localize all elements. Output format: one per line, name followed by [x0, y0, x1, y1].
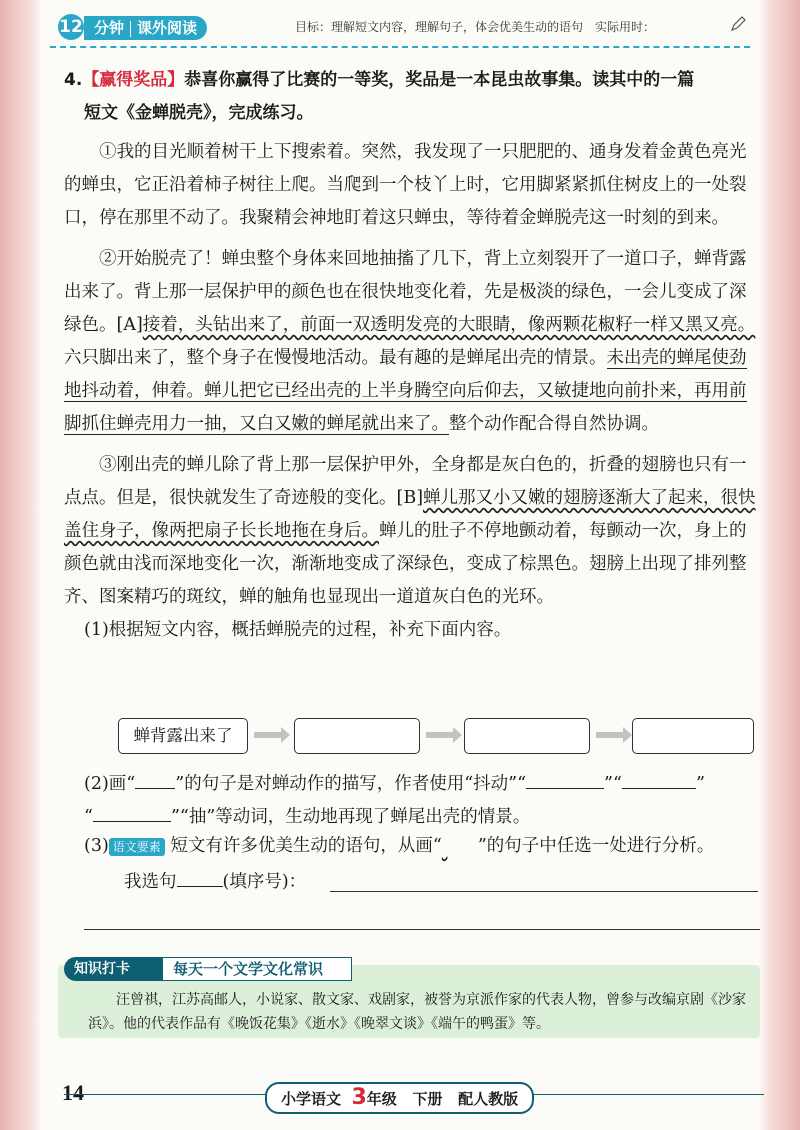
p2-text-a: ②开始脱壳了！蝉虫整个身体来回地抽搐了几下，背上立刻裂开了一道口子，蝉背露出来了。背上那一层保护甲的颜色也在很快地变化着，先是极淡的绿色，一会儿变成了深绿色。 — [64, 249, 747, 335]
header-divider — [50, 46, 750, 48]
q1-prompt: (1)根据短文内容，概括蝉脱壳的过程，补充下面内容。 — [84, 620, 512, 640]
q3-block — [84, 830, 764, 863]
goal-text: 目标：理解短文内容，理解句子，体会优美生动的语句 实际用时： — [295, 20, 656, 34]
flow-arrow-1 — [254, 732, 282, 738]
p2-text-c: 整个动作配合得自然协调。 — [449, 414, 659, 434]
grade-number: 3 — [351, 1085, 367, 1110]
q2-text-6: ”“抽”等动词，生动地再现了蝉尾出壳的情景。 — [170, 807, 531, 827]
edition-label: 配人教版 — [458, 1090, 519, 1108]
p3-wavy-sentence: 蝉儿那又小又嫩的翅膀逐渐大了起来，很快盖住身子，像两把扇子长长地拖在身后。 — [64, 488, 756, 541]
knowledge-title: 知识打卡 — [64, 957, 169, 981]
q2-text-5: “ — [84, 807, 93, 827]
answer-line-2[interactable] — [84, 929, 760, 930]
p2-underlined-sentence: 未出壳的蝉尾使劲地抖动着，伸着。蝉儿把它已经出壳的上半身腾空向后仰去，又敏捷地向前扑来，再用前脚抓住蝉壳用力一抽，又白又嫩的蝉尾就出来了。 — [64, 348, 747, 434]
answer-line-1[interactable] — [330, 891, 758, 892]
question-intro-2: 短文《金蝉脱壳》，完成练习。 — [84, 103, 314, 123]
q3-wavy-mark — [442, 830, 478, 863]
right-page-edge — [758, 0, 800, 1130]
flow-arrow-3 — [596, 732, 624, 738]
question-intro-1: 恭喜你赢得了比赛的一等奖，奖品是一本昆虫故事集。读其中的一篇 — [184, 70, 695, 90]
q2-verb-blank-3[interactable] — [93, 803, 171, 822]
question-title — [64, 64, 760, 130]
question-tag: 【赢得奖品】 — [82, 70, 185, 90]
process-flow — [118, 718, 758, 758]
flow-box-2[interactable] — [294, 718, 420, 754]
choose-label: 我选句 — [124, 872, 177, 892]
q3-badge: 语文要素 — [109, 838, 165, 856]
left-page-edge — [0, 0, 42, 1130]
page-header — [50, 12, 760, 48]
choose-hint: (填序号)： — [222, 872, 307, 892]
marker-a: [A] — [116, 315, 143, 335]
minutes-badge: 12 — [58, 14, 84, 40]
q2-text-2: ”的句子是对蝉动作的描写，作者使用“抖动”“ — [175, 774, 527, 794]
term-label: 下册 — [412, 1090, 443, 1108]
book-info — [265, 1082, 534, 1114]
q2-text-4: ” — [695, 774, 705, 794]
grade-suffix: 年级 — [366, 1090, 397, 1108]
minutes-label: 分钟 — [94, 19, 125, 37]
marker-b: [B] — [396, 488, 424, 508]
passage-paragraph-2 — [64, 243, 760, 441]
knowledge-subtitle: 每天一个文学文化常识 — [162, 957, 352, 981]
section-label: 课外阅读 — [137, 19, 198, 37]
choose-number-blank[interactable] — [177, 868, 223, 887]
passage-paragraph-1: ①我的目光顺着树干上下搜索着。突然，我发现了一只肥肥的、通身发着金黄色亮光的蝉虫，它正沿着柿子树往上爬。当爬到一个枝丫上时，它用脚紧紧抓住树皮上的一处裂口，停在那里不动了。我聚精会神地盯着这只蝉虫，等待着金蝉脱壳这一时刻的到来。 — [64, 142, 747, 228]
flow-arrow-2 — [426, 732, 454, 738]
p3-text-b: 蝉儿的肚子不停地颤动着，每颤动一次，身上的颜色就由浅而深地变化一次，渐渐地变成了深绿色，变成了棕黑色。翅膀上出现了排列整齐、图案精巧的斑纹，蝉的触角也显现出一道道灰白色的光环。 — [64, 521, 747, 607]
passage-paragraph-3 — [64, 449, 760, 614]
q2-mark-blank — [135, 770, 175, 789]
flow-box-1: 蝉背露出来了 — [118, 718, 248, 754]
page-number: 14 — [62, 1080, 84, 1105]
q2-text-3: ”“ — [604, 774, 622, 794]
p2-text-b: 六只脚出来了，整个身子在慢慢地活动。最有趣的是蝉尾出壳的情景。 — [64, 348, 607, 368]
q2-verb-blank-1[interactable] — [526, 770, 604, 789]
knowledge-text: 汪曾祺，江苏高邮人，小说家、散文家、戏剧家，被誉为京派作家的代表人物，曾参与改编京剧《沙家浜》。他的代表作品有《晚饭花集》《逝水》《晚翠文谈》《端午的鸭蛋》等。 — [88, 992, 746, 1032]
q2-block — [84, 768, 764, 834]
p2-wavy-sentence: 接着，头钻出来了，前面一双透明发亮的大眼睛，像两颗花椒籽一样又黑又亮。 — [142, 315, 756, 335]
pencil-icon — [730, 16, 746, 32]
question-content — [64, 64, 760, 647]
question-number: 4. — [64, 70, 83, 90]
subject-label: 小学语文 — [281, 1090, 342, 1108]
q3-number: (3) — [84, 836, 109, 856]
q3-choose-row — [124, 866, 306, 899]
q3-text-1: 短文有许多优美生动的语句，从画“ — [170, 836, 442, 856]
flow-box-4[interactable] — [632, 718, 754, 754]
p3-text-a: ③刚出壳的蝉儿除了背上那一层保护甲外，全身都是灰白色的，折叠的翅膀也只有一点点。但是，很快就发生了奇迹般的变化。 — [64, 455, 747, 508]
q2-text-1: (2)画“ — [84, 774, 136, 794]
q2-verb-blank-2[interactable] — [622, 770, 696, 789]
flow-box-3[interactable] — [464, 718, 590, 754]
section-pill — [84, 16, 207, 40]
q3-text-2: ”的句子中任选一处进行分析。 — [477, 836, 715, 856]
